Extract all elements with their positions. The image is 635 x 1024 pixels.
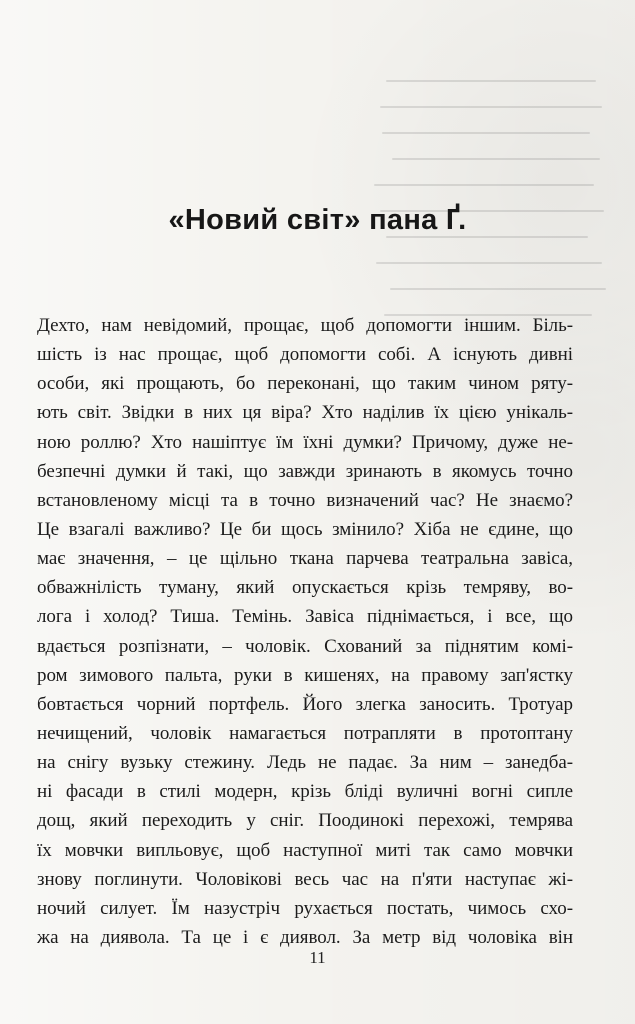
text-line: ють світ. Звідки в них ця віра? Хто наділив їх цією унікаль- xyxy=(37,402,573,424)
text-line: ночий силует. Їм назустріч рухається постать, чимось схо- xyxy=(37,897,573,919)
text-line: ною роллю? Хто нашіптує їм їхні думки? Причому, дуже не- xyxy=(37,431,573,453)
text-line: бовтається чорний портфель. Його злегка заносить. Тротуар xyxy=(37,693,573,715)
text-line: ром зимового пальта, руки в кишенях, на правому зап'ястку xyxy=(37,664,573,686)
reverse-side-print-shadow xyxy=(372,72,612,324)
text-line: вдається розпізнати, – чоловік. Схований за піднятим комі- xyxy=(37,635,573,657)
text-line: нечищений, чоловік намагається потрапляти в протоптану xyxy=(37,722,573,744)
text-line: на снігу вузьку стежину. Ледь не падає. За ним – занедба- xyxy=(37,752,573,774)
text-line: жа на диявола. Та це і є диявол. За метр від чоловіка він xyxy=(37,926,573,948)
chapter-body-text xyxy=(37,311,573,952)
text-line: їх мовчки випльовує, щоб наступної миті так само мовчки xyxy=(37,839,573,861)
text-line: обважнілість туману, який опускається крізь темряву, во- xyxy=(37,577,573,599)
text-line: безпечні думки й такі, що завжди зринають в якомусь точно xyxy=(37,460,573,482)
chapter-title: «Новий світ» пана Ґ. xyxy=(168,204,467,237)
text-line: особи, які прощають, бо переконані, що таким чином ряту- xyxy=(37,373,573,395)
text-line: має значення, – це щільно ткана парчева театральна завіса, xyxy=(37,548,573,570)
text-line: Це взагалі важливо? Це би щось змінило? Хіба не єдине, що xyxy=(37,518,573,540)
page-number: 11 xyxy=(309,948,326,967)
text-line: дощ, який переходить у сніг. Поодинокі перехожі, темрява xyxy=(37,810,573,832)
text-line: Дехто, нам невідомий, прощає, щоб допомогти іншим. Біль- xyxy=(37,315,573,336)
text-line: знову поглинути. Чоловікові весь час на п'яти наступає жі- xyxy=(37,868,573,890)
text-line: шість із нас прощає, щоб допомогти собі. А існують дивні xyxy=(37,344,573,366)
text-line: ні фасади в стилі модерн, крізь бліді вуличні вогні сипле xyxy=(37,781,573,803)
text-line: лога і холод? Тиша. Темінь. Завіса піднімається, і все, що xyxy=(37,606,573,628)
text-line: встановленому місці та в точно визначений час? Не знаємо? xyxy=(37,489,573,511)
